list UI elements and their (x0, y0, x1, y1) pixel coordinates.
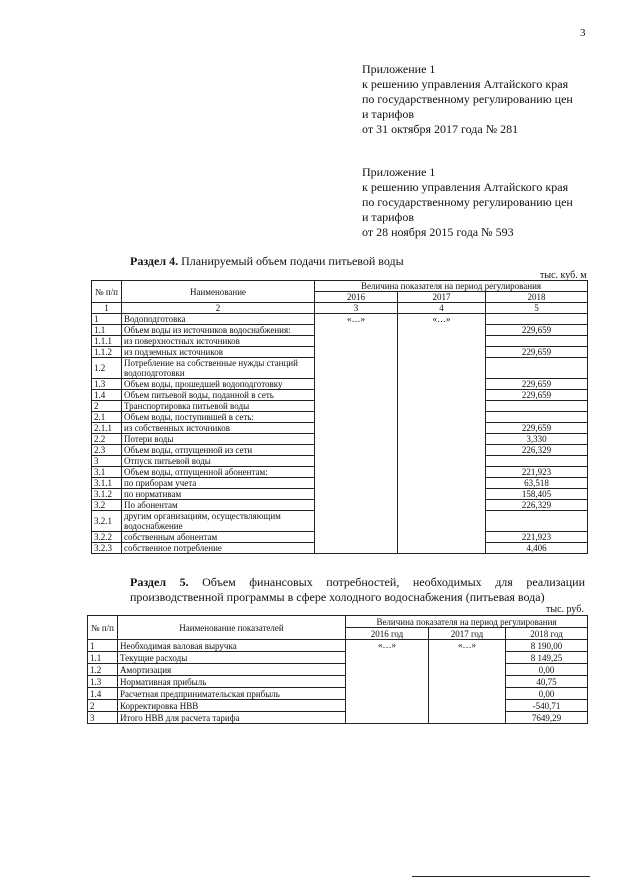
section4-unit: тыс. куб. м (540, 270, 587, 281)
header-index: 2 (122, 303, 315, 314)
header-index: 3 (315, 303, 398, 314)
row-name: по нормативам (122, 489, 315, 500)
row-num: 1 (92, 314, 122, 325)
header-period: Величина показателя на период регулирования (346, 616, 588, 628)
row-name: Нормативная прибыль (118, 676, 346, 688)
placeholder-cell: «…» (429, 640, 506, 724)
row-value-2018: 229,659 (486, 347, 588, 358)
table-row (88, 640, 588, 652)
row-name: собственное потребление (122, 543, 315, 554)
section4-title-rest: Планируемый объем подачи питьевой воды (178, 254, 404, 268)
row-value-2018: 221,923 (486, 467, 588, 478)
header-index: 1 (92, 303, 122, 314)
row-num: 1.1 (88, 652, 118, 664)
table-row (92, 314, 588, 325)
appendix-line: к решению управления Алтайского края (362, 180, 569, 194)
table-row (88, 688, 588, 700)
header-year: 2016 (315, 292, 398, 303)
header-year: 2018 (486, 292, 588, 303)
row-name: Амортизация (118, 664, 346, 676)
row-name: Объем воды, поступившей в сеть: (122, 412, 315, 423)
row-value-2018: 40,75 (506, 676, 588, 688)
header-index: 5 (486, 303, 588, 314)
row-name: Корректировка НВВ (118, 700, 346, 712)
row-num: 3.2.3 (92, 543, 122, 554)
row-num: 1.4 (88, 688, 118, 700)
page-number: 3 (580, 27, 586, 39)
row-name: Объем питьевой воды, поданной в сеть (122, 390, 315, 401)
row-num: 2.3 (92, 445, 122, 456)
row-num: 1.1.2 (92, 347, 122, 358)
header-name: Наименование (122, 281, 315, 303)
row-num: 3 (92, 456, 122, 467)
appendix-line: Приложение 1 (362, 165, 436, 179)
appendix-line: и тарифов (362, 210, 415, 224)
row-num: 2 (92, 401, 122, 412)
row-name: Объем воды, отпущенной абонентам: (122, 467, 315, 478)
row-num: 2.2 (92, 434, 122, 445)
row-num: 2.1 (92, 412, 122, 423)
appendix-line: и тарифов (362, 107, 415, 121)
placeholder-cell: «…» (398, 314, 486, 554)
section5-title-rest: Объем финансовых потребностей, необходимых для реализации производственной программы в сфере холодного водоснабжения (питьевая вода) (130, 575, 585, 604)
row-value-2018: 226,329 (486, 445, 588, 456)
row-name: Потребление на собственные нужды станций водоподготовки (122, 358, 315, 379)
row-num: 3.1.2 (92, 489, 122, 500)
row-name: Потери воды (122, 434, 315, 445)
header-year: 2017 год (429, 628, 506, 640)
appendix-line: от 31 октября 2017 года № 281 (362, 122, 519, 136)
row-name: Расчетная предпринимательская прибыль (118, 688, 346, 700)
row-value-2018 (486, 412, 588, 423)
row-num: 3.1.1 (92, 478, 122, 489)
table-row (88, 700, 588, 712)
row-num: 1 (88, 640, 118, 652)
row-num: 3 (88, 712, 118, 724)
row-name: Объем воды из источников водоснабжения: (122, 325, 315, 336)
row-num: 3.2 (92, 500, 122, 511)
section5-unit: тыс. руб. (546, 604, 584, 615)
row-name: Водоподготовка (122, 314, 315, 325)
row-value-2018: 0,00 (506, 664, 588, 676)
section4-title-bold: Раздел 4. (130, 254, 179, 268)
appendix-line: от 28 ноября 2015 года № 593 (362, 225, 514, 239)
row-num: 1.3 (88, 676, 118, 688)
row-value-2018: 7649,29 (506, 712, 588, 724)
appendix-line: к решению управления Алтайского края (362, 77, 569, 91)
table-row (88, 676, 588, 688)
row-value-2018 (486, 511, 588, 532)
row-value-2018: 63,518 (486, 478, 588, 489)
row-num: 2 (88, 700, 118, 712)
header-year: 2016 год (346, 628, 429, 640)
row-value-2018 (486, 401, 588, 412)
appendix-line: Приложение 1 (362, 62, 436, 76)
row-name: Объем воды, прошедшей водоподготовку (122, 379, 315, 390)
row-name: Необходимая валовая выручка (118, 640, 346, 652)
placeholder-cell: «…» (346, 640, 429, 724)
header-name: Наименование показателей (118, 616, 346, 640)
row-name: из поверхностных источников (122, 336, 315, 347)
appendix-line: по государственному регулированию цен (362, 92, 573, 106)
row-value-2018 (486, 336, 588, 347)
table-row (88, 652, 588, 664)
section5-title (130, 575, 585, 605)
section5-title-bold: Раздел 5. (130, 575, 189, 589)
row-value-2018: 158,405 (486, 489, 588, 500)
row-value-2018: 221,923 (486, 532, 588, 543)
appendix-old (362, 165, 573, 240)
appendix-line: по государственному регулированию цен (362, 195, 573, 209)
row-name: Итого НВВ для расчета тарифа (118, 712, 346, 724)
row-name: другим организациям, осуществляющим водоснабжение (122, 511, 315, 532)
header-year: 2018 год (506, 628, 588, 640)
row-name: собственным абонентам (122, 532, 315, 543)
row-num: 1.3 (92, 379, 122, 390)
row-num: 1.2 (92, 358, 122, 379)
section5-table (87, 615, 588, 724)
row-name: Транспортировка питьевой воды (122, 401, 315, 412)
row-num: 3.2.2 (92, 532, 122, 543)
row-value-2018: 4,406 (486, 543, 588, 554)
row-value-2018: 226,329 (486, 500, 588, 511)
row-value-2018: 8 149,25 (506, 652, 588, 664)
row-name: Объем воды, отпущенной из сети (122, 445, 315, 456)
appendix-new (362, 62, 573, 137)
section4-table (91, 280, 588, 554)
row-value-2018: 229,659 (486, 390, 588, 401)
row-num: 1.4 (92, 390, 122, 401)
row-num: 3.1 (92, 467, 122, 478)
row-num: 1.1.1 (92, 336, 122, 347)
row-num: 1.1 (92, 325, 122, 336)
header-num: № п/п (92, 281, 122, 303)
row-value-2018: 3,330 (486, 434, 588, 445)
row-value-2018: 0,00 (506, 688, 588, 700)
row-value-2018 (486, 314, 588, 325)
row-name: по приборам учета (122, 478, 315, 489)
header-year: 2017 (398, 292, 486, 303)
row-name: из собственных источников (122, 423, 315, 434)
row-num: 1.2 (88, 664, 118, 676)
row-value-2018: 229,659 (486, 325, 588, 336)
row-value-2018 (486, 456, 588, 467)
row-name: По абонентам (122, 500, 315, 511)
bottom-rule (412, 876, 590, 877)
row-value-2018: 229,659 (486, 379, 588, 390)
row-value-2018: 8 190,00 (506, 640, 588, 652)
header-index: 4 (398, 303, 486, 314)
row-value-2018: -540,71 (506, 700, 588, 712)
section4-title (130, 254, 404, 269)
table-row (88, 664, 588, 676)
row-name: Текущие расходы (118, 652, 346, 664)
header-num: № п/п (88, 616, 118, 640)
row-name: Отпуск питьевой воды (122, 456, 315, 467)
table-row (88, 712, 588, 724)
row-value-2018 (486, 358, 588, 379)
placeholder-cell: «…» (315, 314, 398, 554)
row-value-2018: 229,659 (486, 423, 588, 434)
row-num: 3.2.1 (92, 511, 122, 532)
row-num: 2.1.1 (92, 423, 122, 434)
header-period: Величина показателя на период регулирования (315, 281, 588, 292)
row-name: из подземных источников (122, 347, 315, 358)
